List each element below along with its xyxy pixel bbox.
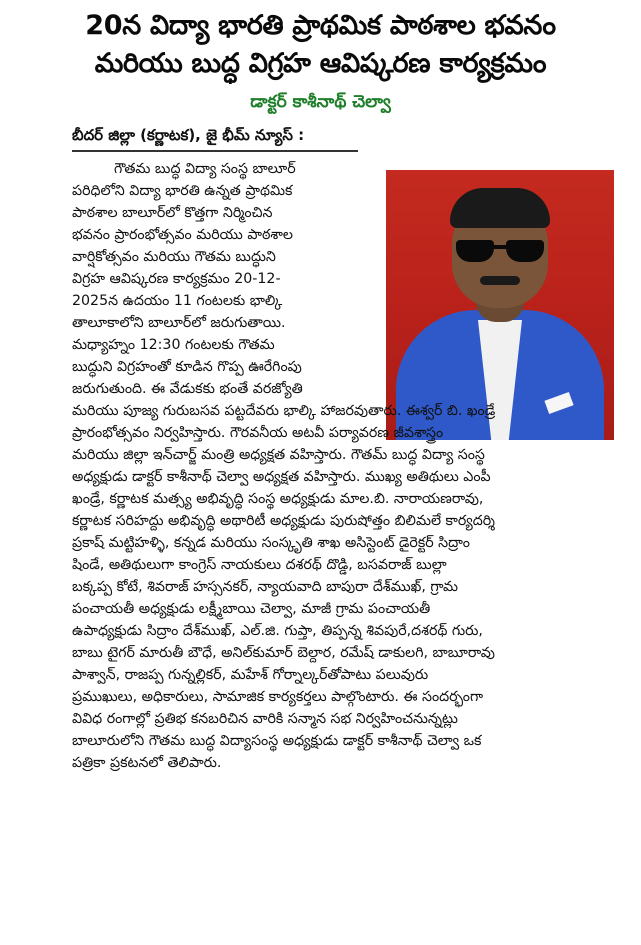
article-line: ప్రకాష్ మట్టిహళ్ళి, కన్నడ మరియు సంస్కృతి శాఖ అసిస్టెంట్ డైరెక్టర్ సిద్రాం bbox=[72, 535, 470, 551]
article-line: గౌతమ బుద్ధ విద్యా సంస్థ బాలూర్ bbox=[114, 161, 296, 177]
article-line: ప్రారంభోత్సవం నిర్వహిస్తారు. గౌరవనీయ అటవీ పర్యావరణ జీవశాస్త్రం bbox=[72, 425, 444, 441]
article-line: అధ్యక్షుడు డాక్టర్ కాశీనాథ్ చెల్వా అధ్యక్షత వహిస్తారు. ముఖ్య అతిథులు ఎంపీ bbox=[72, 469, 491, 485]
article-line: వివిధ రంగాల్లో ప్రతిభ కనబరిచిన వారికి సన్మాన సభ నిర్వహించనున్నట్లు bbox=[72, 711, 458, 727]
article-line: బాలూరులోని గౌతమ బుద్ధ విద్యాసంస్థ అధ్యక్షుడు డాక్టర్ కాశీనాథ్ చెల్వా ఒక bbox=[72, 733, 482, 749]
article-line: బక్కప్ప కోటే, శివరాజ్ హస్సనకర్, న్యాయవాది బాపురా దేశ్‌ముఖ్, గ్రామ bbox=[72, 579, 459, 595]
article-line: పంచాయతీ అధ్యక్షుడు లక్ష్మీబాయి చెల్వా, మాజీ గ్రామ పంచాయతీ bbox=[72, 601, 431, 617]
byline: డాక్టర్ కాశీనాథ్ చెల్వా bbox=[250, 92, 391, 112]
article-line: పాశ్వాన్, రాజప్ప గున్నల్లికర్, మహేశ్ గోర్నాల్కర్‌తోపాటు పలువురు bbox=[72, 667, 429, 683]
article-line: పరిధిలోని విద్యా భారతి ఉన్నత ప్రాథమిక bbox=[72, 183, 293, 199]
article-line: ప్రముఖులు, అధికారులు, సామాజిక కార్యకర్తలు పాల్గొంటారు. ఈ సందర్భంగా bbox=[72, 689, 484, 705]
article-line: 2025న ఉదయం 11 గంటలకు భాల్కి bbox=[72, 293, 283, 309]
article-line: షిండే, అతిథులుగా కాంగ్రెస్ నాయకులు దశరథ్ దొడ్డి, బసవరాజ్ బుల్లా bbox=[72, 557, 447, 573]
headline-line-1: 20న విద్యా భారతి ప్రాథమిక పాఠశాల భవనం bbox=[85, 10, 556, 41]
article-line: మరియు పూజ్య గురుబసవ పట్టదేవరు భాల్కి హాజరవుతారు. ఈశ్వర్ బి. ఖండ్రే bbox=[72, 403, 496, 419]
article-line: పత్రికా ప్రకటనలో తెలిపారు. bbox=[72, 755, 222, 771]
article-line: మధ్యాహ్నం 12:30 గంటలకు గౌతమ bbox=[72, 337, 275, 353]
article-line: కర్ణాటక సరిహద్దు అభివృద్ధి అథారిటీ అధ్యక్షుడు పురుషోత్తం బిలిమలే కార్యదర్శి bbox=[72, 513, 495, 529]
article-line: ఖండ్రే, కర్ణాటక మత్స్య అభివృద్ధి సంస్థ అధ్యక్షుడు మాల.బి. నారాయణరావు, bbox=[72, 491, 484, 507]
article-line: పాఠశాల బాలూర్‌లో కొత్తగా నిర్మించిన bbox=[72, 205, 273, 221]
article-line: వార్షికోత్సవం మరియు గౌతమ బుద్ధుని bbox=[72, 249, 276, 265]
article-line: బాబు టైగర్ మారుతీ బౌధే, అనిల్‌కుమార్ బెల్దార, రమేష్ డాకులగి, బాబూరావు bbox=[72, 645, 495, 661]
article-line: బుద్ధుని విగ్రహంతో కూడిన గొప్ప ఊరేగింపు bbox=[72, 359, 302, 375]
dateline: బీదర్ జిల్లా (కర్ణాటక), జై భీమ్ న్యూస్ : bbox=[72, 126, 305, 144]
article-line: భవనం ప్రారంభోత్సవం మరియు పాఠశాల bbox=[72, 227, 293, 243]
article-line: విగ్రహ ఆవిష్కరణ కార్యక్రమం 20-12- bbox=[72, 271, 281, 287]
dateline-rule bbox=[72, 150, 358, 152]
headline-line-2: మరియు బుద్ధ విగ్రహ ఆవిష్కరణ కార్యక్రమం bbox=[94, 48, 547, 79]
article-line: ఉపాధ్యక్షుడు సిద్రాం దేశ్‌ముఖ్, ఎల్.జి. గుప్తా, తిప్పన్న శివపురే,దశరథ్ గురు, bbox=[72, 623, 483, 639]
article-body bbox=[72, 158, 627, 774]
article-line: మరియు జిల్లా ఇన్‌చార్జ్ మంత్రి అధ్యక్షత వహిస్తారు. గౌతమ్ బుద్ధ విద్యా సంస్థ bbox=[72, 447, 485, 463]
article-line: తాలూకాలోని బాలూర్‌లో జరుగుతాయి. bbox=[72, 315, 286, 331]
article-line: జరుగుతుంది. ఈ వేడుకకు భంతే వరజ్యోతి bbox=[72, 381, 303, 397]
